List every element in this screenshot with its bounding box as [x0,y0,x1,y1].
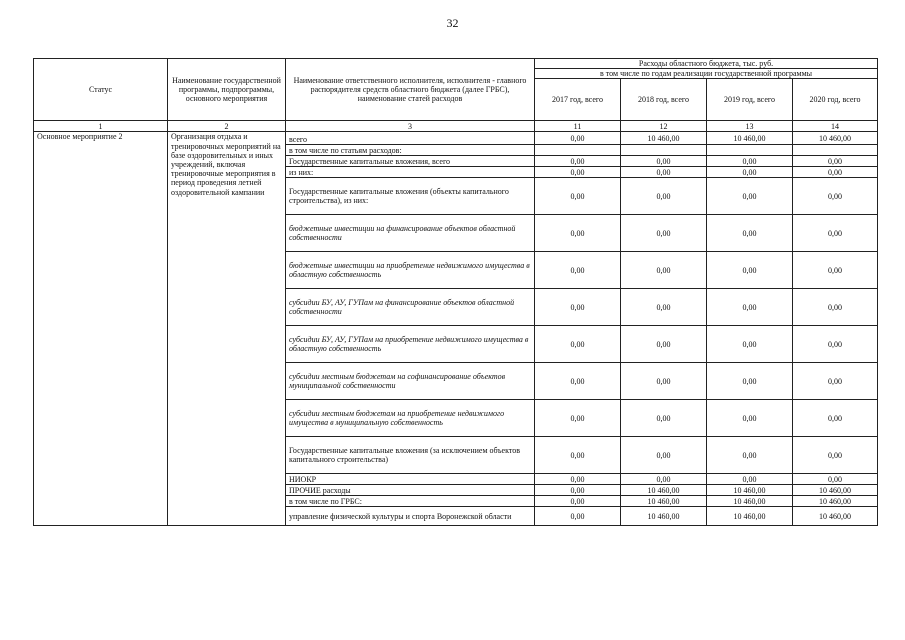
row-value: 0,00 [535,156,621,167]
row-value: 0,00 [707,178,793,215]
table-row [34,132,878,145]
header-status: Статус [34,59,168,121]
row-value: 0,00 [707,167,793,178]
row-value: 0,00 [793,326,878,363]
row-label: бюджетные инвестиции на финансирование объектов областной собственности [286,215,535,252]
row-value: 10 460,00 [707,132,793,145]
row-value [707,145,793,156]
row-value: 0,00 [621,363,707,400]
header-year-2020: 2020 год, всего [793,79,878,121]
row-value: 0,00 [707,363,793,400]
row-label: бюджетные инвестиции на приобретение недвижимого имущества в областную собственность [286,252,535,289]
row-value: 0,00 [707,289,793,326]
row-value: 0,00 [535,167,621,178]
row-value: 0,00 [793,167,878,178]
row-value: 0,00 [793,156,878,167]
row-value [535,145,621,156]
row-label: субсидии местным бюджетам на приобретение недвижимого имущества в муниципальную собственность [286,400,535,437]
row-label: в том числе по ГРБС: [286,496,535,507]
row-value: 0,00 [535,326,621,363]
row-value: 10 460,00 [793,507,878,526]
header-executor: Наименование ответственного исполнителя, исполнителя - главного распорядителя средств областного бюджета (далее ГРБС), наименование статей расходов [286,59,535,121]
row-measure-name: Организация отдыха и тренировочных мероприятий на базе оздоровительных и иных учреждений, включая тренировочные мероприятия в период проведения летней оздоровительной кампании [168,132,286,526]
column-number: 1 [34,121,168,132]
row-label: субсидии местным бюджетам на софинансирование объектов муниципальной собственности [286,363,535,400]
row-value: 0,00 [707,474,793,485]
row-value: 0,00 [535,215,621,252]
row-label: субсидии БУ, АУ, ГУПам на приобретение недвижимого имущества в областную собственность [286,326,535,363]
header-year-2019: 2019 год, всего [707,79,793,121]
row-value: 0,00 [535,178,621,215]
column-number: 3 [286,121,535,132]
table-header [34,59,878,132]
row-value: 0,00 [621,167,707,178]
row-value: 0,00 [535,474,621,485]
row-value: 0,00 [535,132,621,145]
row-value: 10 460,00 [707,507,793,526]
row-value: 0,00 [707,215,793,252]
column-number: 12 [621,121,707,132]
row-value: 0,00 [707,156,793,167]
row-value: 10 460,00 [621,132,707,145]
header-year-2018: 2018 год, всего [621,79,707,121]
row-value: 0,00 [621,400,707,437]
budget-table [33,58,878,526]
row-value: 10 460,00 [621,485,707,496]
row-value: 0,00 [621,474,707,485]
row-value: 10 460,00 [793,132,878,145]
row-value: 0,00 [793,437,878,474]
header-year-2017: 2017 год, всего [535,79,621,121]
page-number: 32 [446,16,459,30]
header-expenses: Расходы областного бюджета, тыс. руб. [535,59,878,69]
row-value: 0,00 [535,485,621,496]
row-value: 0,00 [707,400,793,437]
row-value: 0,00 [621,289,707,326]
column-number-row [34,121,878,132]
row-value: 0,00 [621,437,707,474]
row-value: 10 460,00 [621,496,707,507]
row-value: 10 460,00 [793,485,878,496]
row-value [621,145,707,156]
row-value: 0,00 [535,507,621,526]
row-value: 0,00 [707,326,793,363]
row-value: 0,00 [535,363,621,400]
row-label: в том числе по статьям расходов: [286,145,535,156]
row-label: ПРОЧИЕ расходы [286,485,535,496]
row-value: 0,00 [621,326,707,363]
row-status: Основное мероприятие 2 [34,132,168,526]
row-label: из них: [286,167,535,178]
row-value: 0,00 [793,474,878,485]
row-label: субсидии БУ, АУ, ГУПам на финансирование объектов областной собственности [286,289,535,326]
row-value: 0,00 [535,289,621,326]
row-value: 0,00 [793,363,878,400]
column-number: 11 [535,121,621,132]
row-label: всего [286,132,535,145]
column-number: 13 [707,121,793,132]
row-value: 0,00 [793,400,878,437]
column-number: 2 [168,121,286,132]
row-value [793,145,878,156]
row-value: 0,00 [535,437,621,474]
row-value: 0,00 [793,178,878,215]
row-value: 10 460,00 [707,496,793,507]
row-value: 0,00 [793,252,878,289]
row-value: 0,00 [793,289,878,326]
row-value: 0,00 [621,252,707,289]
row-label: Государственные капитальные вложения, всего [286,156,535,167]
row-value: 10 460,00 [621,507,707,526]
row-label: НИОКР [286,474,535,485]
row-label: Государственные капитальные вложения (объекты капитального строительства), из них: [286,178,535,215]
row-value: 0,00 [535,496,621,507]
header-years-caption: в том числе по годам реализации государственной программы [535,69,878,79]
row-value: 0,00 [621,215,707,252]
row-label: управление физической культуры и спорта Воронежской области [286,507,535,526]
row-value: 0,00 [621,156,707,167]
row-value: 0,00 [707,437,793,474]
table-body [34,132,878,526]
row-value: 0,00 [621,178,707,215]
header-program-name: Наименование государственной программы, подпрограммы, основного мероприятия [168,59,286,121]
row-value: 10 460,00 [793,496,878,507]
row-value: 10 460,00 [707,485,793,496]
row-value: 0,00 [793,215,878,252]
row-value: 0,00 [707,252,793,289]
column-number: 14 [793,121,878,132]
row-label: Государственные капитальные вложения (за исключением объектов капитального строительства) [286,437,535,474]
row-value: 0,00 [535,400,621,437]
row-value: 0,00 [535,252,621,289]
